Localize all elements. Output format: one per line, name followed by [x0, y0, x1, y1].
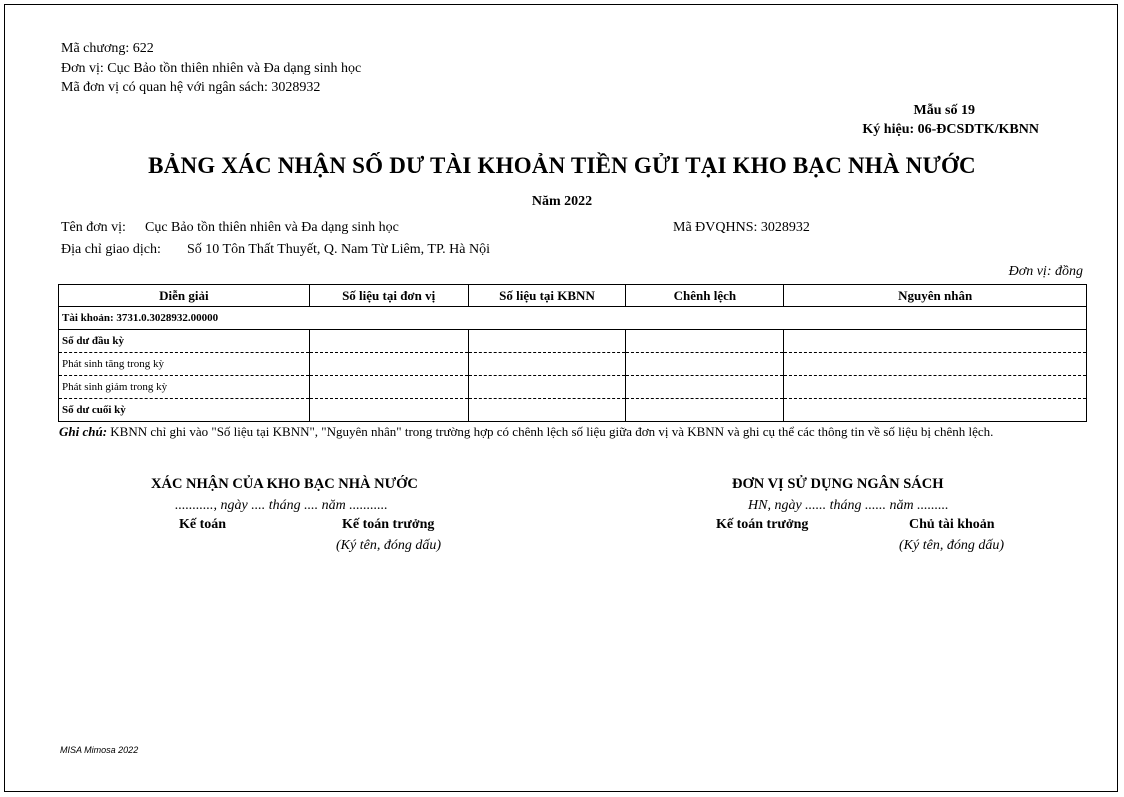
document-page	[4, 4, 1118, 792]
account-row	[59, 307, 1087, 330]
address-value: Số 10 Tôn Thất Thuyết, Q. Nam Từ Liêm, TP. Hà Nội	[187, 242, 491, 257]
form-symbol: Ký hiệu: 06-ĐCSDTK/KBNN	[862, 122, 1039, 137]
cell-empty	[626, 399, 784, 422]
table-row	[59, 376, 1087, 399]
note	[59, 423, 1089, 440]
row-label-increase: Phát sinh tăng trong kỳ	[59, 353, 310, 376]
treasury-accountant: Kế toán	[179, 517, 227, 532]
table-row	[59, 399, 1087, 422]
account-holder: Chủ tài khoản	[909, 517, 995, 532]
balance-table	[58, 284, 1087, 422]
row-label-decrease: Phát sinh giảm trong kỳ	[59, 376, 310, 399]
software-footer: MISA Mimosa 2022	[60, 745, 139, 755]
treasury-confirm-heading: XÁC NHẬN CỦA KHO BẠC NHÀ NƯỚC	[151, 476, 418, 492]
document-title: BẢNG XÁC NHẬN SỐ DƯ TÀI KHOẢN TIỀN GỬI TẠI KHO BẠC NHÀ NƯỚC	[148, 153, 976, 178]
treasury-date-line: ..........., ngày .... tháng .... năm ...........	[175, 498, 388, 513]
cell-empty	[626, 376, 784, 399]
treasury-sign-note: (Ký tên, đóng dấu)	[336, 538, 441, 553]
cell-empty	[309, 353, 468, 376]
row-label-opening-balance: Số dư đầu kỳ	[59, 330, 310, 353]
unit-name-value: Cục Bảo tồn thiên nhiên và Đa dạng sinh học	[145, 220, 399, 235]
chapter-code: Mã chương: 622	[61, 41, 154, 56]
cell-empty	[784, 376, 1087, 399]
cell-empty	[309, 330, 468, 353]
col-header-unit-figures: Số liệu tại đơn vị	[309, 285, 468, 307]
budget-unit-sign-note: (Ký tên, đóng dấu)	[899, 538, 1004, 553]
budget-unit-chief-accountant: Kế toán trưởng	[716, 517, 809, 532]
cell-empty	[784, 399, 1087, 422]
col-header-reason: Nguyên nhân	[784, 285, 1087, 307]
budget-unit-heading: ĐƠN VỊ SỬ DỤNG NGÂN SÁCH	[732, 476, 944, 492]
col-header-description: Diễn giải	[59, 285, 310, 307]
unit-name-header: Đơn vị: Cục Bảo tồn thiên nhiên và Đa dạng sinh học	[61, 61, 362, 76]
note-text: KBNN chỉ ghi vào "Số liệu tại KBNN", "Nguyên nhân" trong trường hợp có chênh lệch số liệu giữa đơn vị và KBNN và ghi cụ thể các thông tin về số liệu bị chênh lệch.	[107, 424, 994, 439]
budget-relation-code: Mã đơn vị có quan hệ với ngân sách: 3028932	[61, 80, 321, 95]
cell-empty	[468, 353, 626, 376]
address-label: Địa chỉ giao dịch:	[61, 242, 161, 257]
cell-empty	[626, 330, 784, 353]
table-header-row	[59, 285, 1087, 307]
budget-unit-date-line: HN, ngày ...... tháng ...... năm .........	[748, 498, 949, 513]
cell-empty	[626, 353, 784, 376]
table-row	[59, 330, 1087, 353]
document-year: Năm 2022	[531, 194, 593, 209]
treasury-chief-accountant: Kế toán trưởng	[342, 517, 435, 532]
row-label-closing-balance: Số dư cuối kỳ	[59, 399, 310, 422]
cell-empty	[309, 376, 468, 399]
cell-empty	[784, 330, 1087, 353]
form-number: Mẫu số 19	[913, 103, 975, 118]
cell-empty	[784, 353, 1087, 376]
col-header-kbnn-figures: Số liệu tại KBNN	[468, 285, 626, 307]
currency-unit: Đơn vị: đồng	[1008, 264, 1083, 279]
cell-empty	[468, 399, 626, 422]
table-row	[59, 353, 1087, 376]
dvqhns-code: Mã ĐVQHNS: 3028932	[673, 220, 810, 235]
note-label: Ghi chú:	[59, 424, 108, 439]
cell-empty	[309, 399, 468, 422]
account-number: Tài khoản: 3731.0.3028932.00000	[59, 307, 1087, 330]
cell-empty	[468, 330, 626, 353]
cell-empty	[468, 376, 626, 399]
col-header-difference: Chênh lệch	[626, 285, 784, 307]
unit-name-label: Tên đơn vị:	[61, 220, 126, 235]
